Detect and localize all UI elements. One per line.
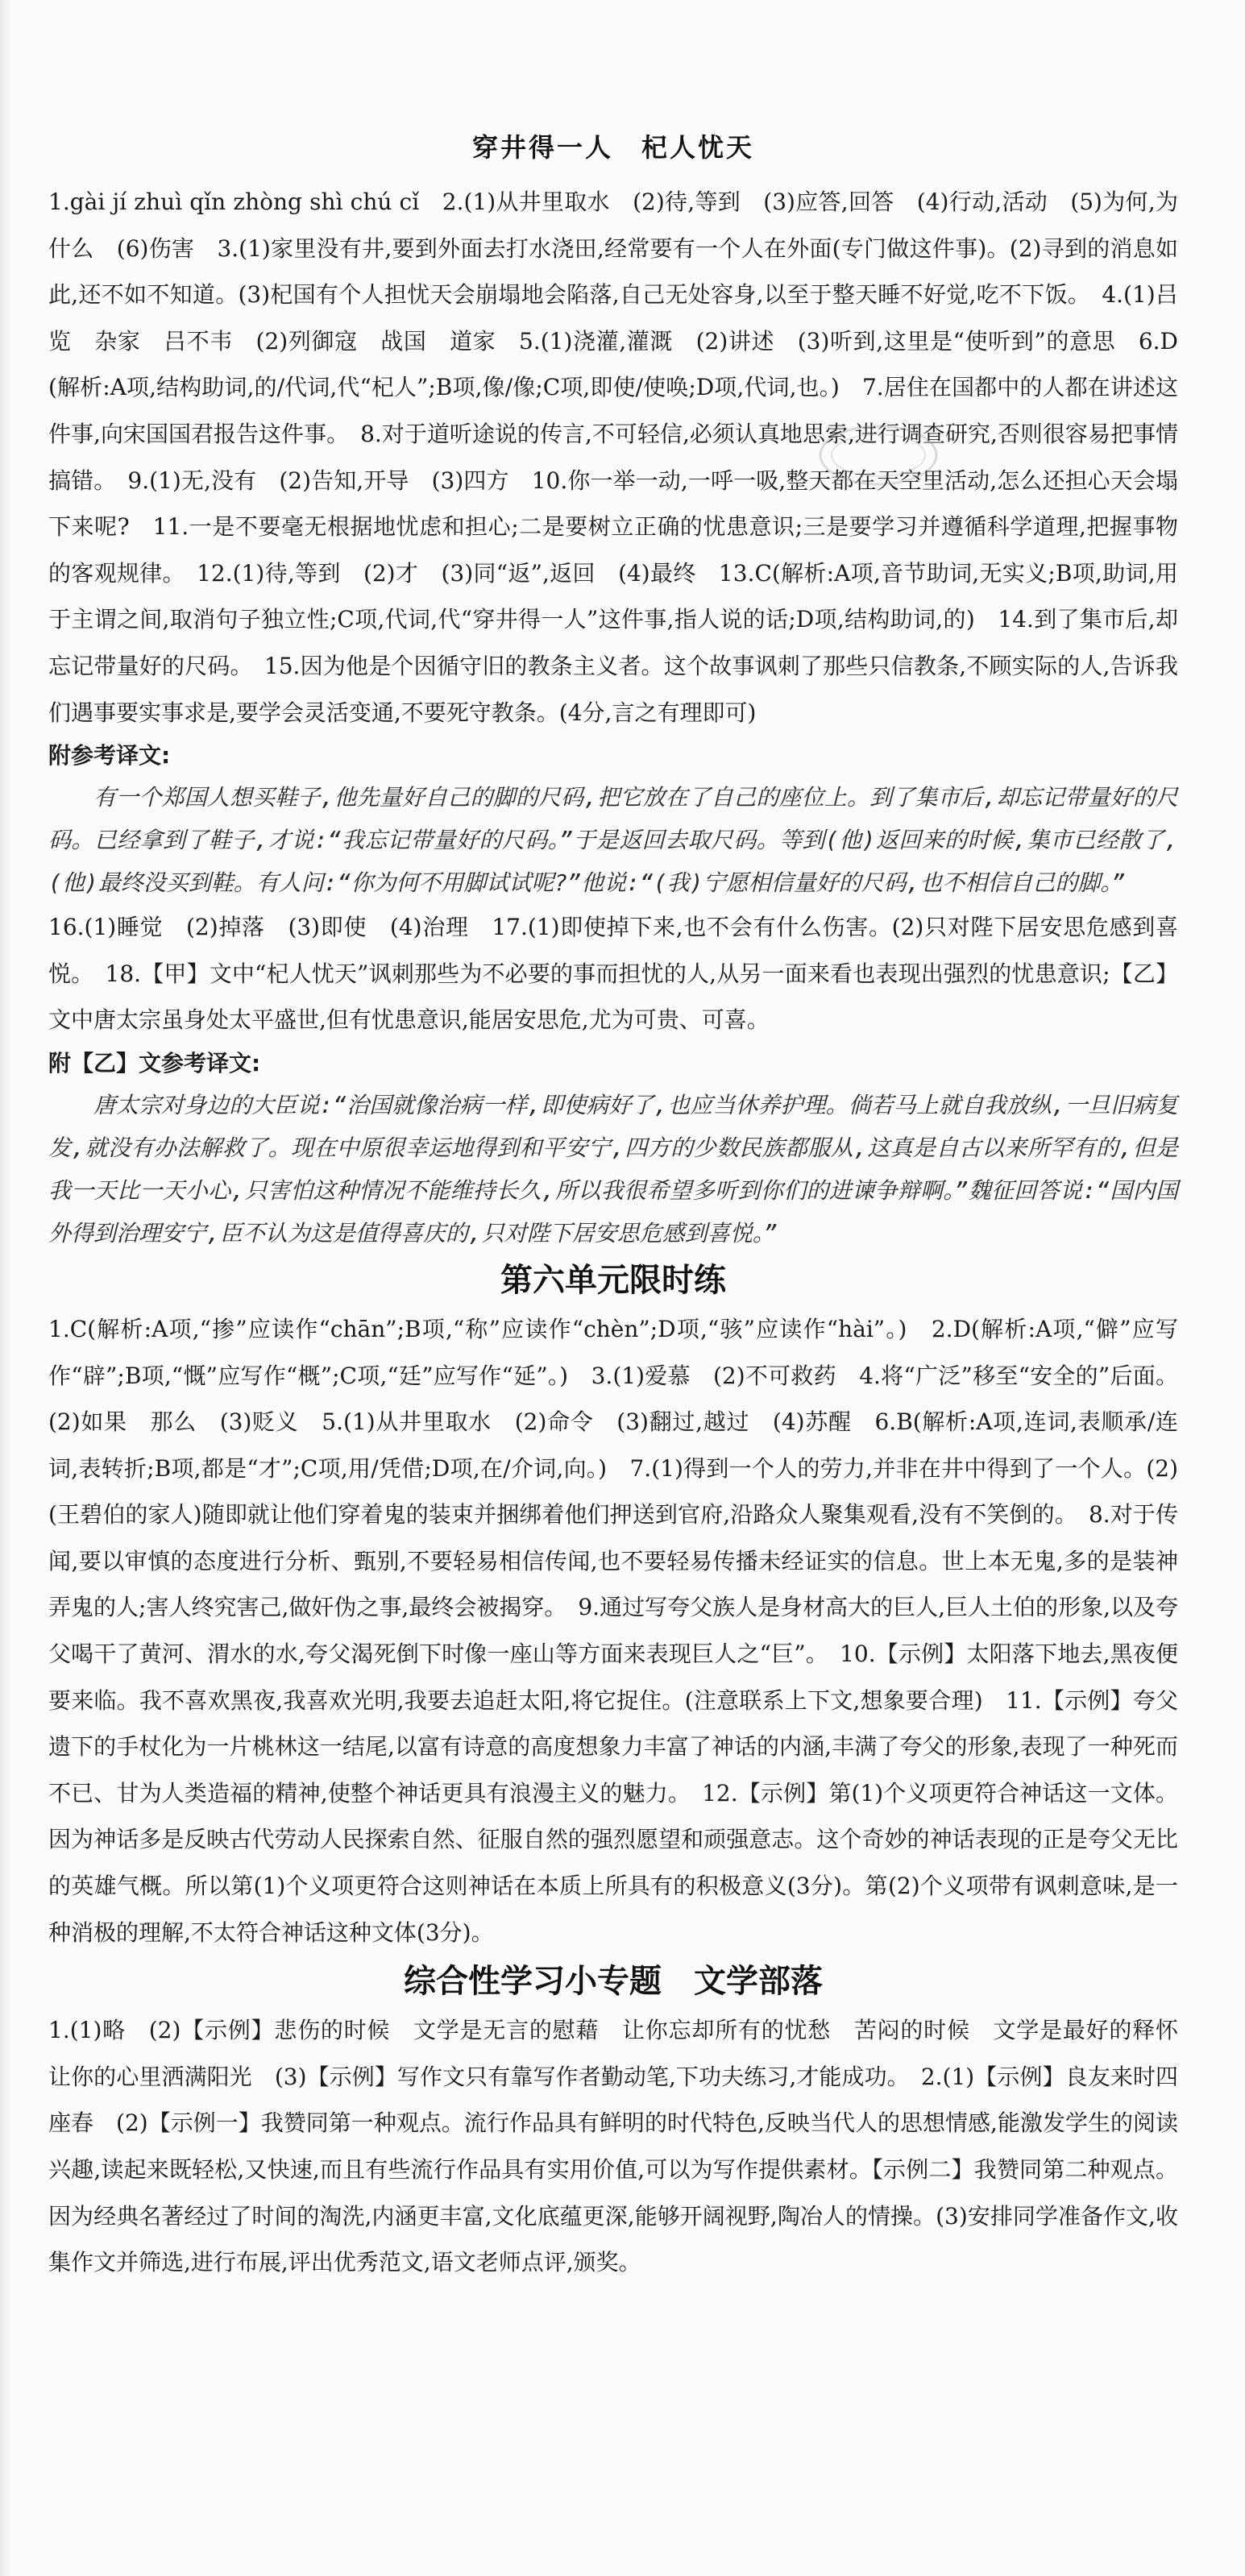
section-title-story: 穿井得一人 杞人忧天: [471, 132, 754, 163]
answers-story-continued: 16.(1)睡觉 (2)掉落 (3)即使 (4)治理 17.(1)即使掉下来,也不会有什么伤害。(2)只对陛下居安思危感到喜悦。 18.【甲】文中“杞人忧天”讽刺那些为不必要的事而担忧的人,从另一面来看也表现出强烈的忧患意识;【乙】文中唐太宗虽身处太平盛世,但有忧患意识,能居安思危,尤为可贵、可喜。: [48, 914, 1178, 1034]
reference-translation-2-label: 附【乙】文参考译文:: [48, 1049, 261, 1076]
reference-translation-text: 有一个郑国人想买鞋子,他先量好自己的脚的尺码,把它放在了自己的座位上。到了集市后,却忘记带量好的尺码。已经拿到了鞋子,才说:“我忘记带量好的尺码。”于是返回去取尺码。等到(他)返回来的时候,集市已经散了,(他)最终没买到鞋。有人问:“你为何不用脚试试呢?”他说:“(我)宁愿相信量好的尺码,也不相信自己的脚。”: [48, 784, 1178, 897]
reference-translation-2-text: 唐太宗对身边的大臣说:“治国就像治病一样,即使病好了,也应当休养护理。倘若马上就自我放纵,一旦旧病复发,就没有办法解救了。现在中原很幸运地得到和平安宁,四方的少数民族都服从,这真是自古以来所罕有的,但是我一天比一天小心,只害怕这种情况不能维持长久,所以我很希望多听到你们的进谏争辩啊。”魏征回答说:“国内国外得到治理安宁,臣不认为这是值得喜庆的,只对陛下居安思危感到喜悦。”: [48, 1091, 1178, 1247]
watermark-stamp-icon: [814, 419, 943, 492]
answers-story: 1.gài jí zhuì qǐn zhòng shì chú cǐ 2.(1)从井里取水 (2)待,等到 (3)应答,回答 (4)行动,活动 (5)为何,为什么 (6)伤害 3.(1)家里没有井,要到外面去打水浇田,经常要有一个人在外面(专门做这件事)。(2)寻到的消息如此,还不如不知道。(3)杞国有个人担忧天会崩塌地会陷落,自己无处容身,以至于整天睡不好觉,吃不下饭。 4.(1)吕览 杂家 吕不韦 (2)列御寇 战国 道家 5.(1)浇灌,灌溉 (2)讲述 (3)听到,这里是“使听到”的意思 6.D(解析:A项,结构助词,的/代词,代“杞人”;B项,像/像;C项,即使/使唤;D项,代词,也。) 7.居住在国都中的人都在讲述这件事,向宋国国君报告这件事。 8.对于道听途说的传言,不可轻信,必须认真地思索,进行调查研究,否则很容易把事情搞错。 9.(1)无,没有 (2)告知,开导 (3)四方 10.你一举一动,一呼一吸,整天都在天空里活动,怎么还担心天会塌下来呢? 11.一是不要毫无根据地忧虑和担心;二是要树立正确的忧患意识;三是要学习并遵循科学道理,把握事物的客观规律。 12.(1)待,等到 (2)才 (3)同“返”,返回 (4)最终 13.C(解析:A项,音节助词,无实义;B项,助词,用于主谓之间,取消句子独立性;C项,代词,代“穿井得一人”这件事,指人说的话;D项,结构助词,的) 14.到了集市后,却忘记带量好的尺码。 15.因为他是个因循守旧的教条主义者。这个故事讽刺了那些只信教条,不顾实际的人,告诉我们遇事要实事求是,要学会灵活变通,不要死守教条。(4分,言之有理即可): [48, 189, 1178, 726]
answer-content: [48, 119, 1201, 2286]
answers-literature: 1.(1)略 (2)【示例】悲伤的时候 文学是无言的慰藉 让你忘却所有的忧愁 苦闷的时候 文学是最好的释怀 让你的心里洒满阳光 (3)【示例】写作文只有靠写作者勤动笔,下功夫练习,才能成功。 2.(1)【示例】良友来时四座春 (2)【示例一】我赞同第一种观点。流行作品具有鲜明的时代特色,反映当代人的思想情感,能激发学生的阅读兴趣,读起来既轻松,又快速,而且有些流行作品具有实用价值,可以为写作提供素材。【示例二】我赞同第二种观点。因为经典名著经过了时间的淘洗,内涵更丰富,文化底蕴更深,能够开阔视野,陶冶人的情操。(3)安排同学准备作文,收集作文并筛选,进行布展,评出优秀范文,语文老师点评,颁奖。: [48, 2017, 1201, 2276]
page-edge-shadow: [0, 0, 11, 2576]
answers-unit6: 1.C(解析:A项,“掺”应读作“chān”;B项,“称”应读作“chèn”;D项,“骇”应读作“hài”。) 2.D(解析:A项,“僻”应写作“辟”;B项,“慨”应写作“概”;C项,“廷”应写作“延”。) 3.(1)爱慕 (2)不可救药 4.将“广泛”移至“安全的”后面。(2)如果 那么 (3)贬义 5.(1)从井里取水 (2)命令 (3)翻过,越过 (4)苏醒 6.B(解析:A项,连词,表顺承/连词,表转折;B项,都是“才”;C项,用/凭借;D项,在/介词,向。) 7.(1)得到一个人的劳力,并非在井中得到了一个人。(2)(王碧伯的家人)随即就让他们穿着鬼的装束并捆绑着他们押送到官府,沿路众人聚集观看,没有不笑倒的。 8.对于传闻,要以审慎的态度进行分析、甄别,不要轻易相信传闻,也不要轻易传播未经证实的信息。世上本无鬼,多的是装神弄鬼的人;害人终究害己,做奸伪之事,最终会被揭穿。 9.通过写夸父族人是身材高大的巨人,巨人土伯的形象,以及夸父喝干了黄河、渭水的水,夸父渴死倒下时像一座山等方面来表现巨人之“巨”。 10.【示例】太阳落下地去,黑夜便要来临。我不喜欢黑夜,我喜欢光明,我要去追赶太阳,将它捉住。(注意联系上下文,想象要合理) 11.【示例】夸父遗下的手杖化为一片桃林这一结尾,以富有诗意的高度想象力丰富了神话的内涵,丰满了夸父的形象,表现了一种死而不已、甘为人类造福的精神,使整个神话更具有浪漫主义的魅力。 12.【示例】第(1)个义项更符合神话这一文体。因为神话多是反映古代劳动人民探索自然、征服自然的强烈愿望和顽强意志。这个奇妙的神话表现的正是夸父无比的英雄气概。所以第(1)个义项更符合这则神话在本质上所具有的积极意义(3分)。第(2)个义项带有讽刺意味,是一种消极的理解,不太符合神话这种文体(3分)。: [48, 1315, 1178, 1946]
reference-translation-label: 附参考译文:: [48, 742, 171, 769]
section-title-unit6: 第六单元限时练: [500, 1260, 726, 1299]
section-title-literature: 综合性学习小专题 文学部落: [404, 1962, 823, 2001]
